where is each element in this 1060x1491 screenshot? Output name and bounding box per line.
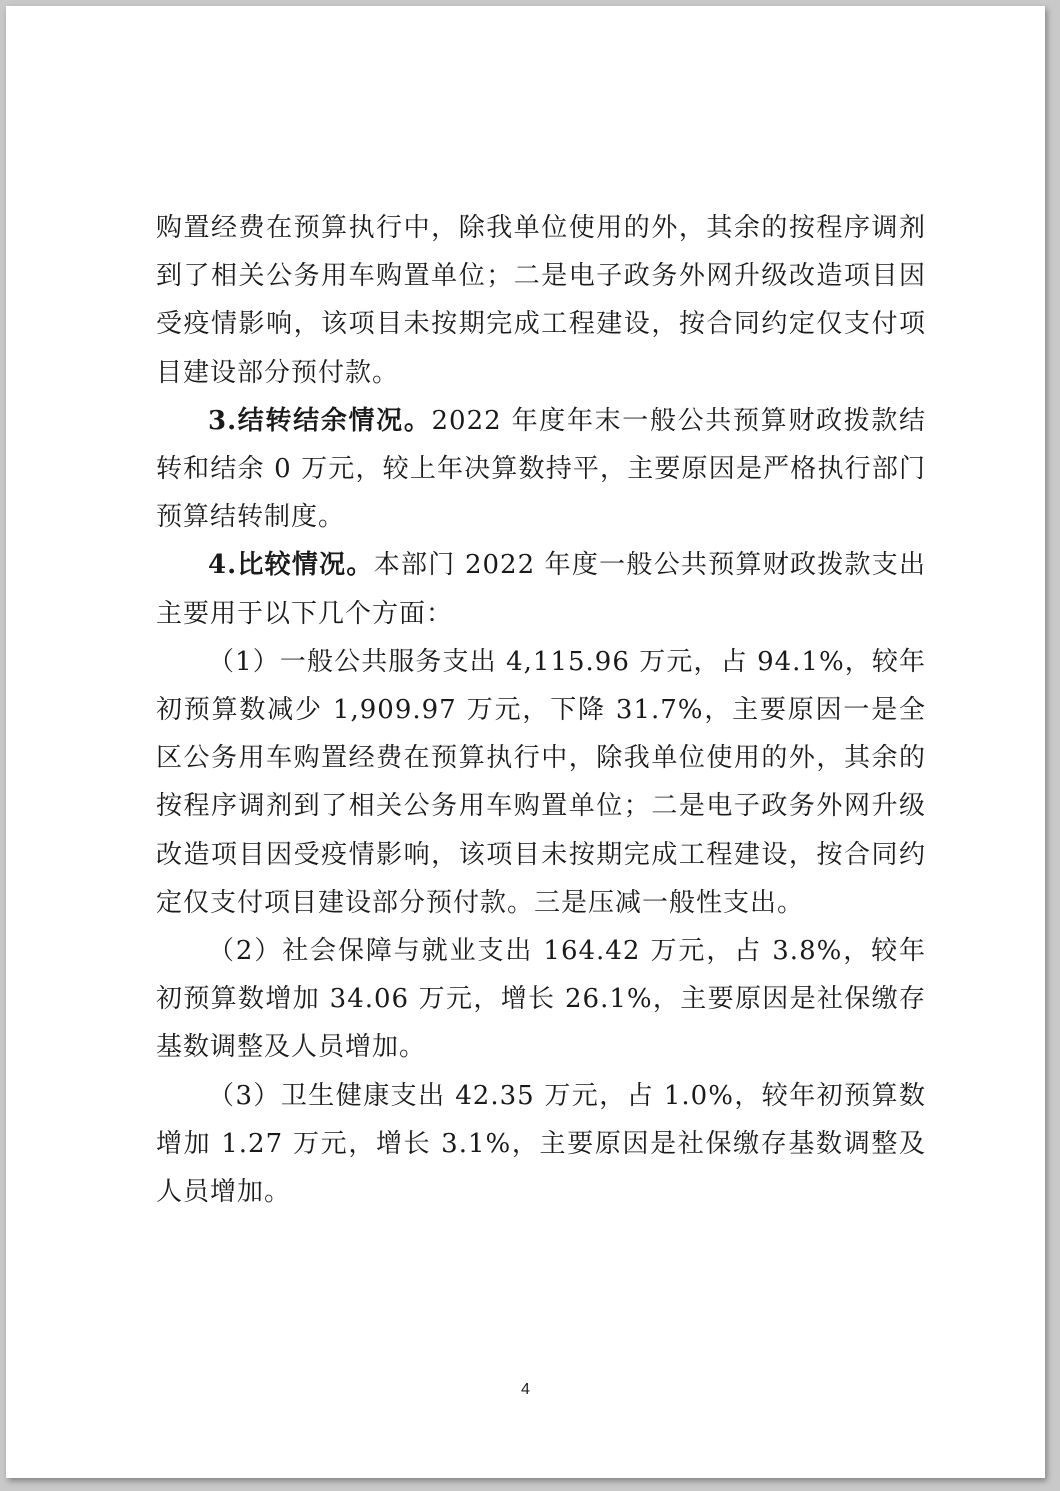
section-heading-comparison: 4.比较情况。 (208, 550, 374, 581)
paragraph-item-1: （1）一般公共服务支出 4,115.96 万元，占 94.1%，较年初预算数减少 1,909.97 万元，下降 31.7%，主要原因一是全区公务用车购置经费在预算执行中，除我单位使用的外，其余的按程序调剂到了相关公务用车购置单位；二是电子政务外网升级改造项目因受疫情影响，该项目未按期完成工程建设，按合同约定仅支付项目建设部分预付款。三是压减一般性支出。 (156, 646, 926, 918)
body-text (156, 204, 926, 1216)
paragraph-continuation: 购置经费在预算执行中，除我单位使用的外，其余的按程序调剂到了相关公务用车购置单位；二是电子政务外网升级改造项目因受疫情影响，该项目未按期完成工程建设，按合同约定仅支付项目建设部分预付款。 (156, 213, 926, 388)
document-page (6, 6, 1045, 1478)
paragraph-item-3: （3）卫生健康支出 42.35 万元，占 1.0%，较年初预算数增加 1.27 万元，增长 3.1%，主要原因是社保缴存基数调整及人员增加。 (156, 1080, 926, 1208)
paragraph-item-2: （2）社会保障与就业支出 164.42 万元，占 3.8%，较年初预算数增加 34.06 万元，增长 26.1%，主要原因是社保缴存基数调整及人员增加。 (156, 936, 926, 1063)
paragraph-comparison-text: 本部门 2022 年度一般公共预算财政拨款支出主要用于以下几个方面： (156, 550, 926, 629)
section-heading-carryover: 3.结转结余情况。 (208, 405, 432, 436)
page-number: 4 (521, 1381, 530, 1398)
paragraph-carryover-text: 2022 年度年末一般公共预算财政拨款结转和结余 0 万元，较上年决算数持平，主要原因是严格执行部门预算结转制度。 (156, 405, 926, 533)
paragraph-carryover-balance (156, 397, 926, 542)
paragraph-comparison (156, 541, 926, 637)
